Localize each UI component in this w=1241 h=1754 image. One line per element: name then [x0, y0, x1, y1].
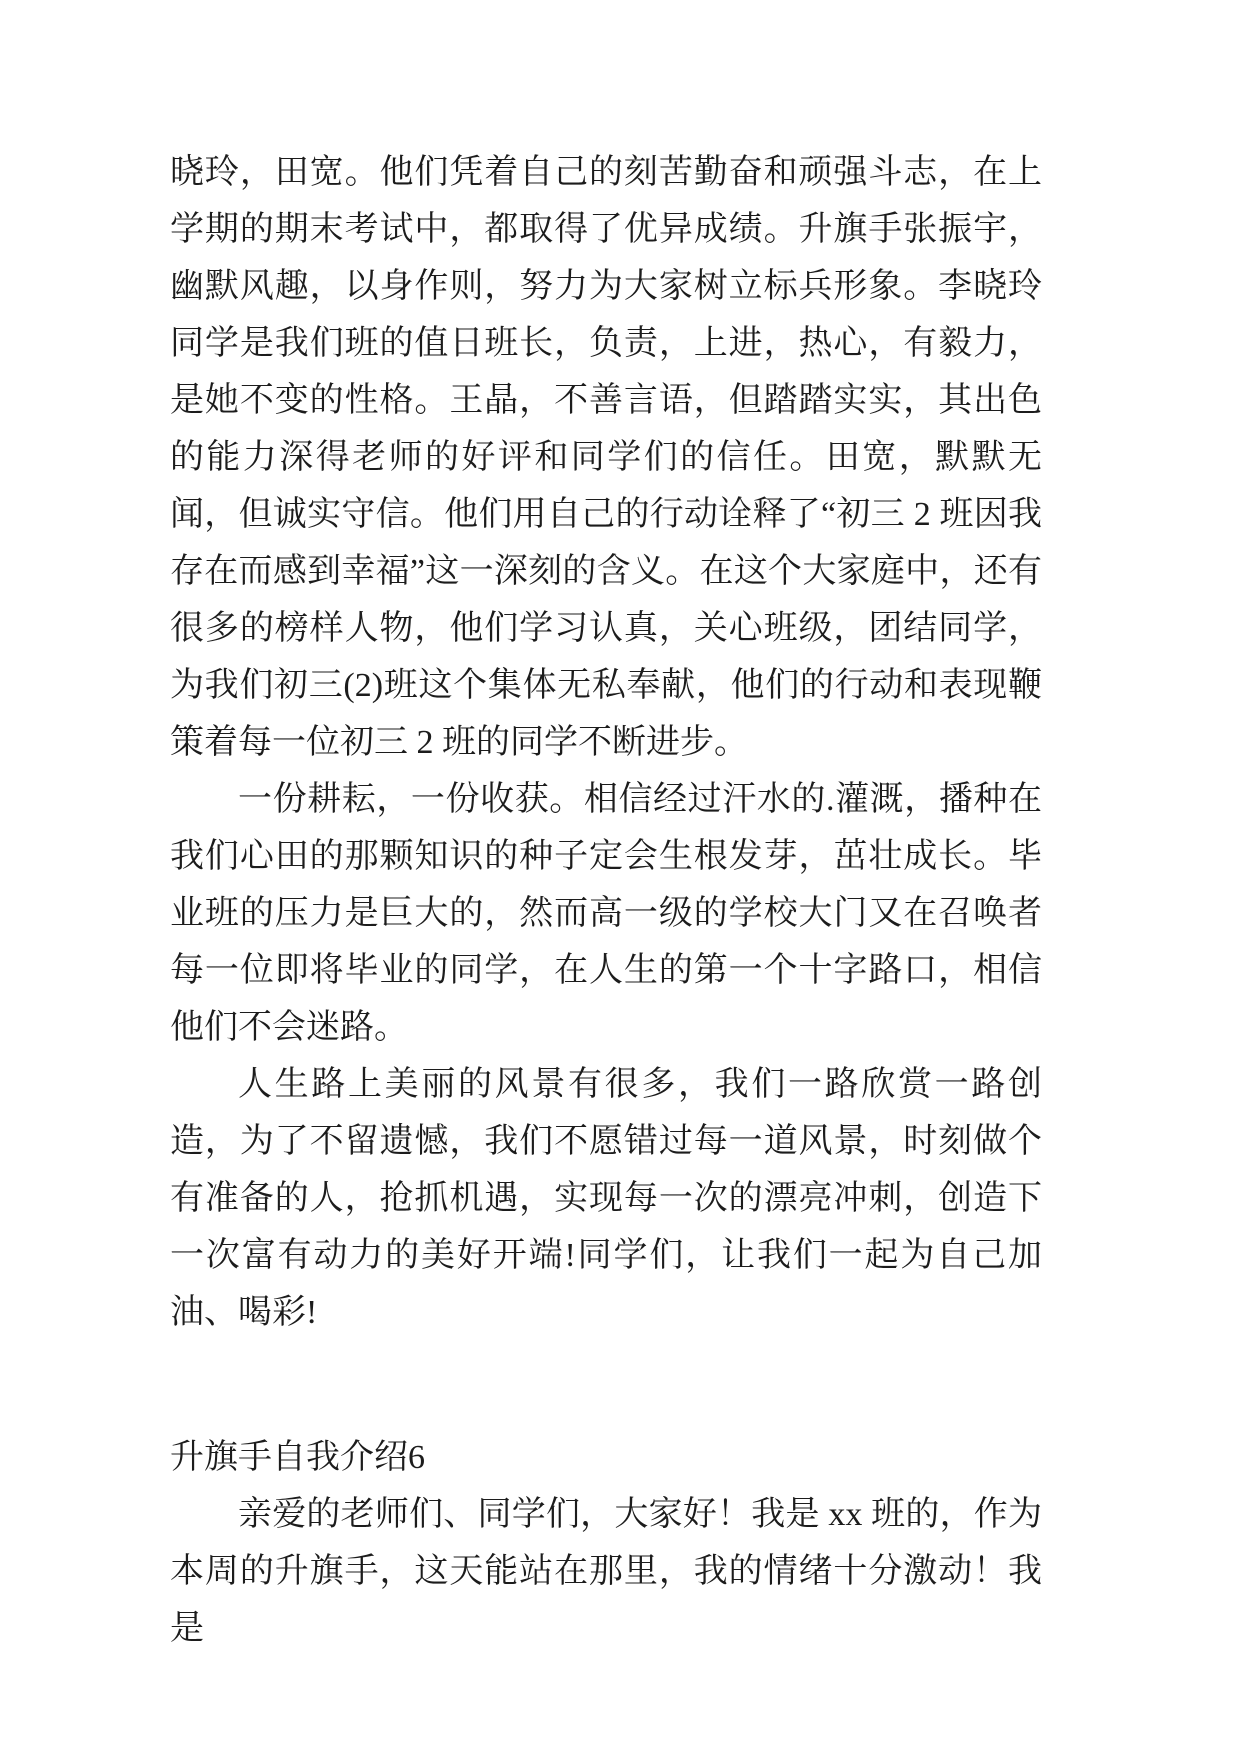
section-heading: 升旗手自我介绍6	[170, 1439, 425, 1476]
body-paragraph: 亲爱的老师们、同学们，大家好！我是 xx 班的，作为本周的升旗手，这天能站在那里，我的情绪十分激动！我是	[170, 1496, 1042, 1647]
body-paragraph: 人生路上美丽的风景有很多，我们一路欣赏一路创造，为了不留遗憾，我们不愿错过每一道风景，时刻做个有准备的人，抢抓机遇，实现每一次的漂亮冲刺，创造下一次富有动力的美好开端!同学们，让我们一起为自己加油、喝彩!	[170, 1066, 1042, 1331]
body-paragraph-continuation: 晓玲，田宽。他们凭着自己的刻苦勤奋和顽强斗志，在上学期的期末考试中，都取得了优异成绩。升旗手张振宇，幽默风趣，以身作则，努力为大家树立标兵形象。李晓玲同学是我们班的值日班长，负责，上进，热心，有毅力，是她不变的性格。王晶，不善言语，但踏踏实实，其出色的能力深得老师的好评和同学们的信任。田宽，默默无闻，但诚实守信。他们用自己的行动诠释了“初三 2 班因我存在而感到幸福”这一深刻的含义。在这个大家庭中，还有很多的榜样人物，他们学习认真，关心班级，团结同学，为我们初三(2)班这个集体无私奉献，他们的行动和表现鞭策着每一位初三 2 班的同学不断进步。	[170, 154, 1042, 761]
body-paragraph: 一份耕耘，一份收获。相信经过汗水的.灌溉，播种在我们心田的那颗知识的种子定会生根发芽，茁壮成长。毕业班的压力是巨大的，然而高一级的学校大门又在召唤者每一位即将毕业的同学，在人生的第一个十字路口，相信他们不会迷路。	[170, 781, 1042, 1046]
document-body	[170, 144, 1042, 1657]
